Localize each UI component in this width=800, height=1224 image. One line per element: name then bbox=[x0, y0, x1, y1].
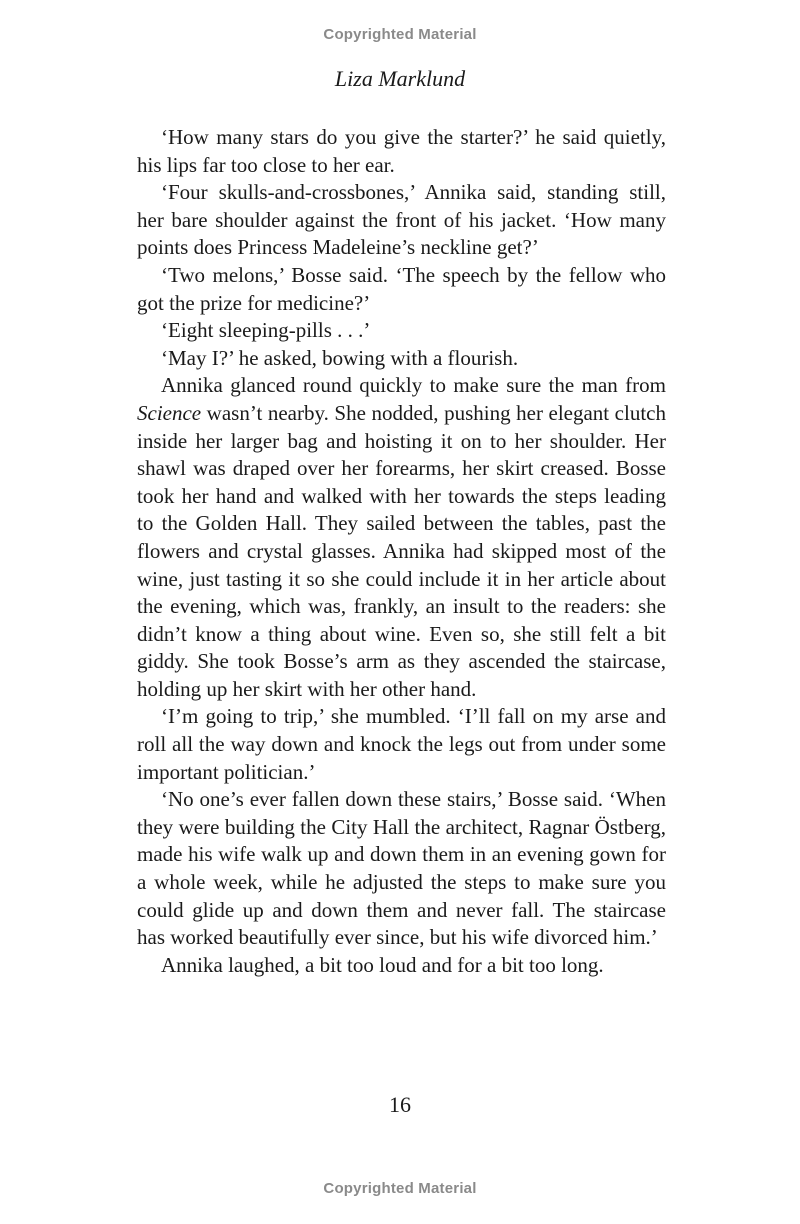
body-text bbox=[137, 124, 666, 979]
paragraph-6-italic-title: Science bbox=[137, 400, 202, 425]
paragraph-7: ‘I’m going to trip,’ she mumbled. ‘I’ll fall on my arse and roll all the way down and knock the legs out from under some important politician.’ bbox=[137, 704, 666, 784]
copyright-watermark-bottom: Copyrighted Material bbox=[323, 1180, 477, 1197]
paragraph-2: ‘Four skulls-and-crossbones,’ Annika said, standing still, her bare shoulder against the front of his jacket. ‘How many points does Princess Madeleine’s neckline get?’ bbox=[137, 180, 666, 260]
page-number: 16 bbox=[389, 1092, 411, 1117]
paragraph-6 bbox=[137, 372, 666, 703]
paragraph-3: ‘Two melons,’ Bosse said. ‘The speech by the fellow who got the prize for medicine?’ bbox=[137, 262, 666, 315]
running-head-author: Liza Marklund bbox=[334, 66, 466, 91]
paragraph-6-start: Annika glanced round quickly to make sure the man from bbox=[161, 373, 666, 398]
paragraph-4: ‘Eight sleeping-pills . . .’ bbox=[161, 318, 371, 343]
paragraph-6-end: wasn’t nearby. She nodded, pushing her elegant clutch inside her larger bag and hoisting it on to her shoulder. Her shawl was draped over her forearms, her skirt creased. Bosse took her hand and walked with her towards the steps leading to the Golden Hall. They sailed between the tables, past the flowers and crystal glasses. Annika had skipped most of the wine, just tasting it so she could include it in her article about the evening, which was, frankly, an insult to the readers: she didn’t know a thing about wine. Even so, she still felt a bit giddy. She took Bosse’s arm as they ascended the staircase, holding up her skirt with her other hand. bbox=[137, 400, 666, 701]
paragraph-9: Annika laughed, a bit too loud and for a bit too long. bbox=[161, 952, 604, 977]
copyright-watermark-top: Copyrighted Material bbox=[323, 26, 477, 43]
paragraph-8: ‘No one’s ever fallen down these stairs,’ Bosse said. ‘When they were building the City Hall the architect, Ragnar Östberg, made his wife walk up and down them in an evening gown for a whole week, while he adjusted the steps to make sure you could glide up and down them and never fall. The staircase has worked beautifully ever since, but his wife divorced him.’ bbox=[137, 787, 666, 950]
paragraph-5: ‘May I?’ he asked, bowing with a flourish. bbox=[161, 345, 519, 370]
paragraph-1: ‘How many stars do you give the starter?’ he said quietly, his lips far too close to her ear. bbox=[137, 125, 666, 177]
